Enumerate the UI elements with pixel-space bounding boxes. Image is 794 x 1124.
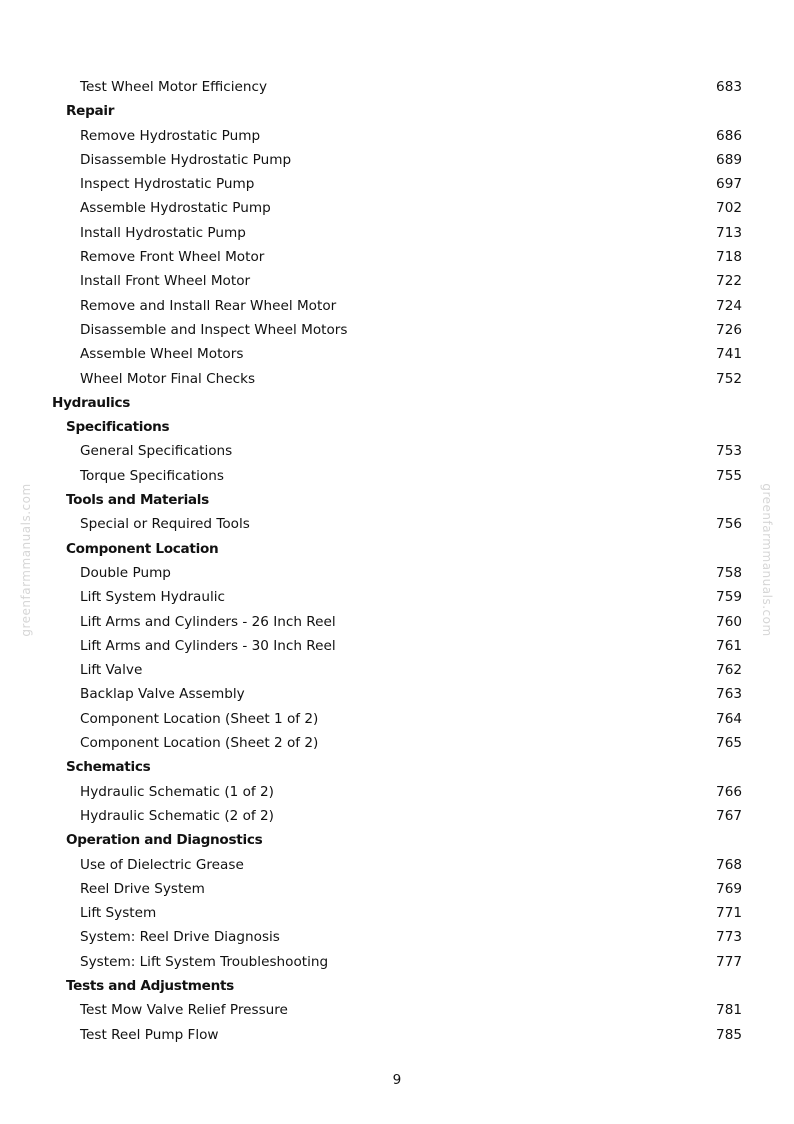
toc-section-heading [0,391,794,415]
toc-entry-page[interactable]: 756 [716,516,742,533]
toc-entry[interactable] [0,707,794,731]
toc-entry-page[interactable]: 683 [716,79,742,95]
toc-entry-title: Operation and Diagnostics [66,832,263,849]
toc-entry-title[interactable]: Double Pump [80,564,171,581]
toc-entry-title: Schematics [66,759,151,776]
toc-entry[interactable] [0,731,794,755]
toc-entry-title: Hydraulics [52,394,130,411]
toc-entry-page[interactable]: 718 [716,249,742,266]
toc-entry-title[interactable]: Remove and Install Rear Wheel Motor [80,297,337,314]
toc-entry-page[interactable]: 771 [716,905,742,922]
toc-entry-title[interactable]: Reel Drive System [80,880,205,897]
toc-entry[interactable] [0,925,794,949]
toc-subsection-heading [0,974,794,998]
toc-entry[interactable] [0,585,794,609]
toc-entry[interactable] [0,561,794,585]
toc-entry-page[interactable]: 761 [716,637,742,654]
toc-entry[interactable] [0,221,794,245]
toc-entry[interactable] [0,658,794,682]
toc-entry-title[interactable]: Hydraulic Schematic (2 of 2) [80,807,274,824]
toc-entry-title[interactable]: Install Hydrostatic Pump [80,224,246,241]
toc-entry-page[interactable]: 759 [716,589,742,606]
toc-entry-title[interactable]: Lift Arms and Cylinders - 30 Inch Reel [80,637,336,654]
toc-entry-title: Component Location [66,540,219,557]
toc-entry-title[interactable]: Disassemble and Inspect Wheel Motors [80,321,348,338]
toc-entry-page[interactable]: 764 [716,710,742,727]
toc-entry-title[interactable]: Remove Front Wheel Motor [80,249,265,266]
toc-entry[interactable] [0,1023,794,1047]
toc-entry[interactable] [0,439,794,463]
toc-entry-title: Repair [66,103,115,120]
toc-entry-title[interactable]: Component Location (Sheet 1 of 2) [80,710,319,727]
toc-entry[interactable] [0,998,794,1022]
toc-entry[interactable] [0,318,794,342]
toc-entry[interactable] [0,901,794,925]
toc-entry[interactable] [0,634,794,658]
toc-entry-title[interactable]: Inspect Hydrostatic Pump [80,176,255,193]
toc-entry-title[interactable]: System: Reel Drive Diagnosis [80,929,280,946]
toc-entry-title[interactable]: Special or Required Tools [80,516,250,533]
watermark-left: greenfarmmanuals.com [19,483,33,637]
toc-entry-title: Tests and Adjustments [66,977,234,994]
toc-entry[interactable] [0,853,794,877]
toc-entry-title[interactable]: Hydraulic Schematic (1 of 2) [80,783,274,800]
toc-entry-page[interactable]: 767 [716,807,742,824]
toc-entry-title[interactable]: Lift Valve [80,662,143,679]
toc-subsection-heading [0,488,794,512]
toc-entry-title[interactable]: Test Reel Pump Flow [80,1026,219,1043]
toc-entry[interactable] [0,950,794,974]
toc-entry[interactable] [0,367,794,391]
toc-entry[interactable] [0,124,794,148]
toc-entry-page[interactable]: 689 [716,151,742,168]
toc-entry-title[interactable]: Install Front Wheel Motor [80,273,251,290]
toc-entry-title[interactable]: Component Location (Sheet 2 of 2) [80,735,319,752]
toc-entry-page[interactable]: 773 [716,929,742,946]
toc-entry-page[interactable]: 702 [716,200,742,217]
toc-entry-page[interactable]: 697 [716,176,742,193]
toc-entry-title[interactable]: Test Wheel Motor Efficiency [80,79,268,95]
toc-entry-page[interactable]: 686 [716,127,742,144]
toc-entry-title[interactable]: Disassemble Hydrostatic Pump [80,151,292,168]
toc-entry-page[interactable]: 755 [716,467,742,484]
toc-entry[interactable] [0,172,794,196]
toc-entry-title[interactable]: Backlap Valve Assembly [80,686,245,703]
toc-subsection-heading [0,415,794,439]
toc-entry[interactable] [0,780,794,804]
toc-entry-page[interactable]: 753 [716,443,742,460]
toc-entry[interactable] [0,464,794,488]
toc-entry-page[interactable]: 766 [716,783,742,800]
toc-entry-page[interactable]: 781 [716,1002,742,1019]
table-of-contents [0,75,794,1047]
toc-entry-title[interactable]: Remove Hydrostatic Pump [80,127,261,144]
toc-entry-page[interactable]: 763 [716,686,742,703]
toc-entry-page[interactable]: 762 [716,662,742,679]
toc-entry-page[interactable]: 722 [716,273,742,290]
toc-entry-title[interactable]: General Specifications [80,443,233,460]
toc-entry[interactable] [0,512,794,536]
toc-entry[interactable] [0,342,794,366]
toc-entry-title[interactable]: Lift System [80,905,157,922]
toc-entry[interactable] [0,294,794,318]
toc-subsection-heading [0,537,794,561]
toc-entry[interactable] [0,245,794,269]
toc-entry[interactable] [0,877,794,901]
toc-entry-page[interactable]: 769 [716,880,742,897]
toc-entry-title: Tools and Materials [66,492,209,509]
toc-entry-page[interactable]: 741 [716,346,742,363]
toc-entry-page[interactable]: 768 [716,856,742,873]
toc-entry-title[interactable]: Torque Specifications [80,467,224,484]
toc-subsection-heading [0,99,794,123]
toc-entry-page[interactable]: 777 [716,953,742,970]
toc-entry-title[interactable]: Lift Arms and Cylinders - 26 Inch Reel [80,613,336,630]
toc-subsection-heading [0,755,794,779]
toc-entry-page[interactable]: 724 [716,297,742,314]
toc-entry[interactable] [0,682,794,706]
toc-entry-title[interactable]: Assemble Hydrostatic Pump [80,200,271,217]
toc-subsection-heading [0,828,794,852]
toc-entry-title[interactable]: Assemble Wheel Motors [80,346,244,363]
toc-entry[interactable] [0,610,794,634]
toc-entry-title[interactable]: System: Lift System Troubleshooting [80,953,329,970]
page-number: 9 [392,1072,402,1088]
toc-entry-title[interactable]: Test Mow Valve Relief Pressure [80,1002,288,1019]
toc-entry[interactable] [0,269,794,293]
toc-entry-page[interactable]: 726 [716,321,742,338]
toc-entry-page[interactable]: 713 [716,224,742,241]
toc-entry-page[interactable]: 760 [716,613,742,630]
toc-entry-page[interactable]: 765 [716,735,742,752]
toc-entry-title[interactable]: Wheel Motor Final Checks [80,370,256,387]
toc-entry[interactable] [0,804,794,828]
toc-entry-title: Specifications [66,419,170,436]
toc-entry[interactable] [0,75,794,99]
toc-entry-title[interactable]: Use of Dielectric Grease [80,856,244,873]
toc-entry-title[interactable]: Lift System Hydraulic [80,589,226,606]
toc-entry[interactable] [0,196,794,220]
watermark-right: greenfarmmanuals.com [760,483,774,637]
toc-entry[interactable] [0,148,794,172]
toc-entry-page[interactable]: 752 [716,370,742,387]
toc-entry-page[interactable]: 758 [716,564,742,581]
toc-entry-page[interactable]: 785 [716,1026,742,1043]
